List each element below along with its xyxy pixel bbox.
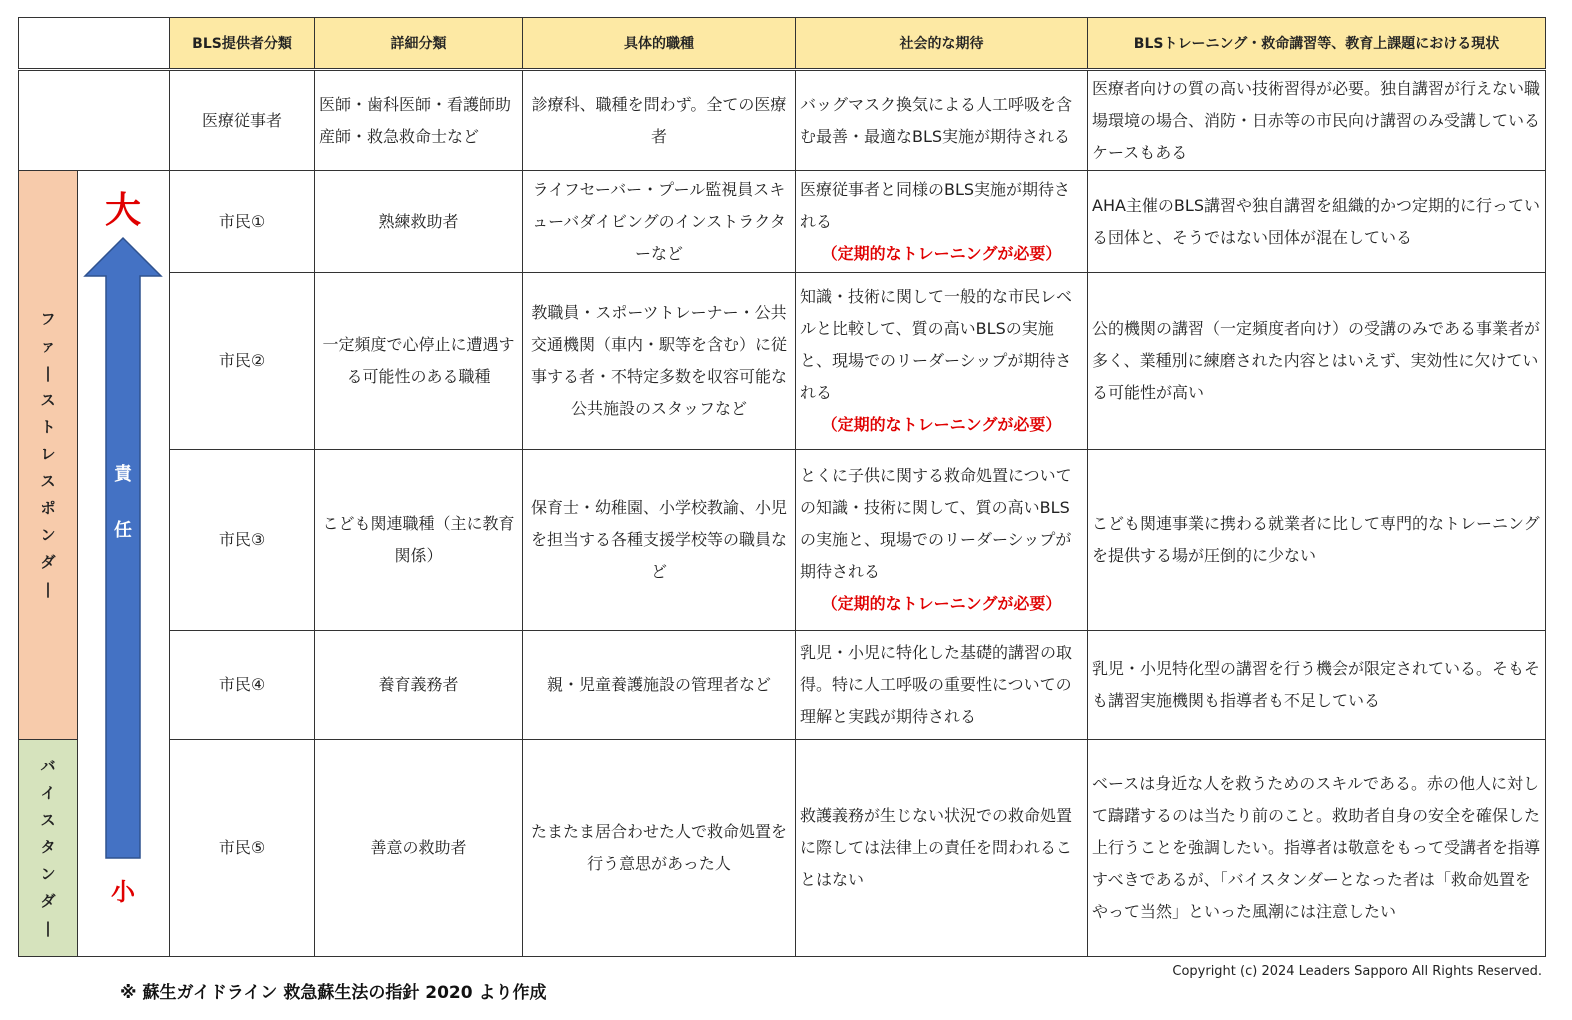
- row-expectation: [796, 70, 1088, 171]
- header-expectation: 社会的な期待: [796, 18, 1088, 70]
- arrow-label-char: 責: [114, 464, 132, 485]
- row-expectation: [796, 171, 1088, 273]
- vertical-char: ァ: [40, 337, 56, 356]
- row-occupation: 親・児童養護施設の管理者など: [523, 630, 796, 739]
- bystander-label: [19, 739, 78, 956]
- bls-provider-table: [18, 17, 1546, 957]
- row-provider: 市民①: [170, 171, 315, 273]
- row-expectation: [796, 450, 1088, 630]
- header-detail: 詳細分類: [315, 18, 523, 70]
- row-expectation: [796, 739, 1088, 956]
- row-status: 公的機関の講習（一定頻度者向け）の受講のみである事業者が多く、業種別に練磨された内容とはいえず、実効性に欠けている可能性が高い: [1088, 273, 1546, 450]
- row-expectation: [796, 630, 1088, 739]
- vertical-char: ス: [40, 811, 56, 830]
- row-detail: 善意の救助者: [315, 739, 523, 956]
- vertical-char: ダ: [40, 892, 56, 911]
- copyright-text: Copyright (c) 2024 Leaders Sapporo All Rights Reserved.: [1172, 964, 1542, 979]
- vertical-char: ポ: [40, 499, 56, 518]
- header-provider: BLS提供者分類: [170, 18, 315, 70]
- row-status: こども関連事業に携わる就業者に比して専門的なトレーニングを提供する場が圧倒的に少ない: [1088, 450, 1546, 630]
- row-detail: 一定頻度で心停止に遭遇する可能性のある職種: [315, 273, 523, 450]
- vertical-char: ン: [40, 865, 56, 884]
- vertical-char: ダ: [40, 553, 56, 572]
- row-provider: 市民③: [170, 450, 315, 630]
- first-responder-text: [23, 306, 73, 603]
- vertical-char: ン: [40, 526, 56, 545]
- vertical-char: タ: [40, 838, 56, 857]
- corner-cell: [19, 18, 170, 70]
- arrow-label-char: 任: [114, 520, 132, 541]
- vertical-char: レ: [40, 445, 56, 464]
- source-footnote: ※ 蘇生ガイドライン 救急蘇生法の指針 2020 より作成: [120, 983, 547, 1003]
- row-status: ベースは身近な人を救うためのスキルである。赤の他人に対して躊躇するのは当たり前のこと。救助者自身の安全を確保した上行うことを強調したい。指導者は敬意をもって受講者を指導すべきであるが、「バイスタンダーとなった者は「救命処置をやって当然」といった風潮には注意したい: [1088, 739, 1546, 956]
- vertical-char: ト: [40, 418, 56, 437]
- bystander-text: [23, 753, 73, 942]
- expectation-text: とくに子供に関する救命処置についての知識・技術に関して、質の高いBLSの実施と、現場でのリーダーシップが期待される: [800, 466, 1072, 582]
- expectation-text: 救護義務が生じない状況での救命処置に際しては法律上の責任を問われることはない: [800, 805, 1073, 889]
- training-note: （定期的なトレーニングが必要）: [821, 594, 1062, 614]
- arrow-bottom-label: 小: [111, 878, 135, 906]
- first-responder-label: [19, 171, 78, 740]
- arrow-top-label: 大: [104, 190, 142, 231]
- expectation-text: 知識・技術に関して一般的な市民レベルと比較して、質の高いBLSの実施と、現場でのリーダーシップが期待される: [800, 287, 1073, 403]
- vertical-char: |: [45, 364, 51, 383]
- row-occupation: 保育士・幼稚園、小学校教諭、小児を担当する各種支援学校等の職員など: [523, 450, 796, 630]
- header-occupation: 具体的職種: [523, 18, 796, 70]
- vertical-char: フ: [40, 310, 56, 329]
- row-occupation: 診療科、職種を問わず。全ての医療者: [523, 70, 796, 171]
- row-detail: 養育義務者: [315, 630, 523, 739]
- up-arrow-icon: [85, 238, 161, 858]
- row-provider: 市民⑤: [170, 739, 315, 956]
- training-note: （定期的なトレーニングが必要）: [821, 415, 1062, 435]
- row-detail: 医師・歯科医師・看護師助産師・救急救命士など: [315, 70, 523, 171]
- vertical-char: イ: [40, 784, 56, 803]
- training-note: （定期的なトレーニングが必要）: [821, 243, 1062, 263]
- responsibility-arrow: [78, 170, 168, 956]
- corner-cell-lower: [19, 70, 170, 171]
- row-status: 乳児・小児特化型の講習を行う機会が限定されている。そもそも講習実施機関も指導者も不足している: [1088, 630, 1546, 739]
- expectation-text: 乳児・小児に特化した基礎的講習の取得。特に人工呼吸の重要性についての理解と実践が期待される: [800, 642, 1073, 726]
- expectation-text: バッグマスク換気による人工呼吸を含む最善・最適なBLS実施が期待される: [800, 94, 1073, 146]
- row-detail: こども関連職種（主に教育関係）: [315, 450, 523, 630]
- row-provider: 医療従事者: [170, 70, 315, 171]
- row-provider: 市民②: [170, 273, 315, 450]
- row-expectation: [796, 273, 1088, 450]
- row-status: AHA主催のBLS講習や独自講習を組織的かつ定期的に行っている団体と、そうではない団体が混在している: [1088, 171, 1546, 273]
- vertical-char: バ: [40, 757, 56, 776]
- vertical-char: ス: [40, 391, 56, 410]
- row-occupation: たまたま居合わせた人で救命処置を行う意思があった人: [523, 739, 796, 956]
- vertical-char: |: [45, 919, 51, 938]
- row-detail: 熟練救助者: [315, 171, 523, 273]
- row-status: 医療者向けの質の高い技術習得が必要。独自講習が行えない職場環境の場合、消防・日赤等の市民向け講習のみ受講しているケースもある: [1088, 70, 1546, 171]
- row-occupation: ライフセーバー・プール監視員スキューバダイビングのインストラクターなど: [523, 171, 796, 273]
- vertical-char: |: [45, 580, 51, 599]
- row-occupation: 教職員・スポーツトレーナー・公共交通機関（車内・駅等を含む）に従事する者・不特定多数を収容可能な公共施設のスタッフなど: [523, 273, 796, 450]
- row-provider: 市民④: [170, 630, 315, 739]
- header-status: BLSトレーニング・救命講習等、教育上課題における現状: [1088, 18, 1546, 70]
- vertical-char: ス: [40, 472, 56, 491]
- expectation-text: 医療従事者と同様のBLS実施が期待される: [800, 179, 1071, 231]
